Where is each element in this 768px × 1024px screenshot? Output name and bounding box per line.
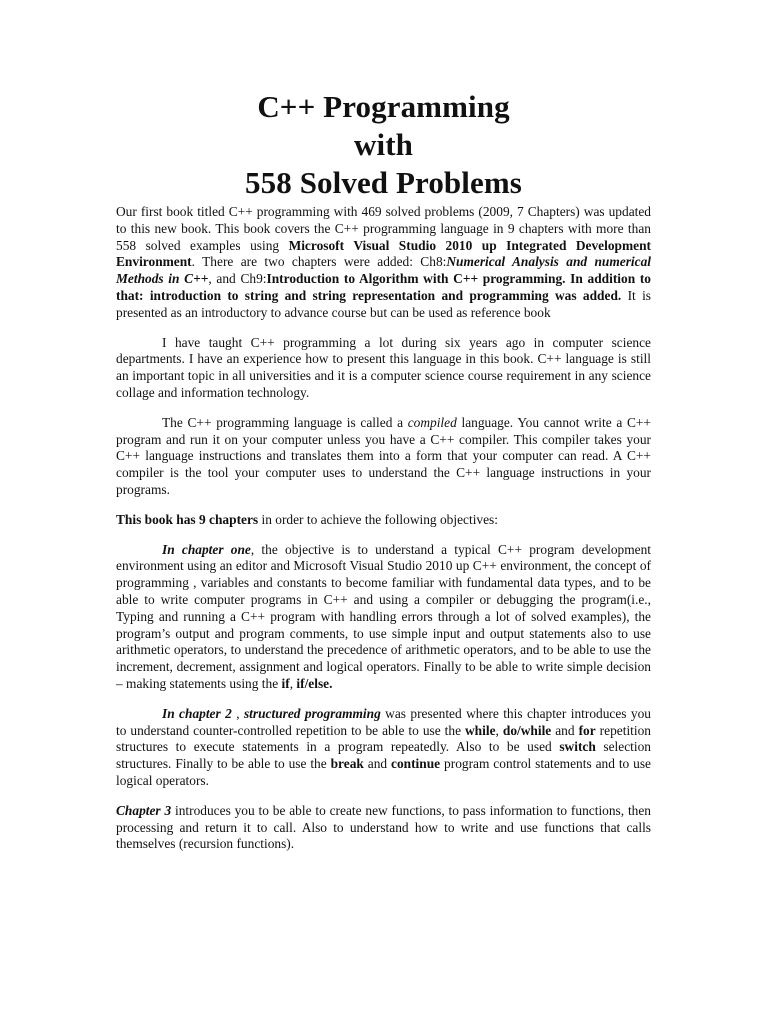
paragraph-taught: I have taught C++ programming a lot during six years ago in computer science departments. I have an experience how to present this language in this book. C++ language is still an important topic in all universities and it is a computer science course requirement in any science collage and information technology. xyxy=(116,334,651,400)
compiled-text-1: The C++ programming language is called a xyxy=(162,414,408,430)
intro-text-4: It is presented as an introductory to advance course but can be used as reference book xyxy=(116,287,651,320)
compiled-text-2: language. You cannot write a C++ program and run it on your computer unless you have a C++ compiler. This compiler takes your C++ language instructions and translates them into a form that your computer can read. A C++ compiler is the tool your computer uses to understand the C++ language instructions in your programs. xyxy=(116,414,651,497)
chapter-two-text-2: was presented where this chapter introduces you to understand counter-controlled repetition to be able to use the xyxy=(116,705,651,738)
chapter-two-structured: structured programming xyxy=(243,705,381,721)
chapter-two-text-7: and xyxy=(363,756,392,772)
document-title xyxy=(116,88,651,202)
title-line-3: 558 Solved Problems xyxy=(245,165,522,200)
chapter-two-text-6: selection structures. Finally to be able to use the xyxy=(116,739,652,772)
chapter-two-switch: switch xyxy=(559,739,596,755)
chapters-bold: This book has 9 chapters xyxy=(116,511,259,527)
chapter-two-for: for xyxy=(578,722,596,738)
intro-bold-ch9: Introduction to Algorithm with C++ programming. In addition to that: introduction to string and string representation and programming was added. xyxy=(116,271,652,303)
chapter-three-heading: Chapter 3 xyxy=(116,802,172,818)
intro-text-1: Our first book titled C++ programming with 469 solved problems (2009, 7 Chapters) was updated to this new book. This book covers the C++ programming language in 9 chapters with more than 558 solved examples using xyxy=(116,204,651,253)
compiled-italic: compiled xyxy=(407,414,457,430)
chapter-two-text-5: repetition structures to execute statements in a program repeatedly. Also to be used xyxy=(116,722,651,755)
chapters-text: in order to achieve the following objectives: xyxy=(258,511,498,527)
chapter-one-bold-if: if xyxy=(281,675,290,691)
intro-ch8-title: Numerical Analysis and numerical Methods in C++ xyxy=(116,254,651,287)
chapter-two-text-4: and xyxy=(551,722,579,738)
document-page xyxy=(116,88,651,853)
chapter-one-text-1: , the objective is to understand a typical C++ program development environment using an editor and Microsoft Visual Studio 2010 up C++ environment, the concept of programming , variables and constants to become familiar with fundamental data types, and to be able to write computer programs in C++ and using a compiler or debugging the program(i.e., Typing and running a C++ program with handling errors through a lot of solved examples), the program’s output and program comments, to use simple input and output statements also to use arithmetic operators, to understand the precedence of arithmetic operators, and to be able to use the increment, decrement, assignment and logical operators. Finally to be able to write simple decision – making statements using the xyxy=(116,541,651,691)
chapter-two-text-8: program control statements and to use logical operators. xyxy=(116,756,651,788)
intro-text-3: , and Ch9: xyxy=(208,271,267,287)
paragraph-chapter-one xyxy=(116,542,651,693)
chapter-one-heading: In chapter one xyxy=(162,541,251,557)
title-line-1: C++ Programming xyxy=(257,89,510,124)
chapter-two-heading: In chapter 2 xyxy=(162,705,232,721)
chapter-two-dowhile: do/while xyxy=(502,722,552,738)
intro-bold-ide: Microsoft Visual Studio 2010 up Integrated Development Environment xyxy=(116,237,651,270)
paragraph-chapter-two xyxy=(116,706,651,790)
chapter-two-break: break xyxy=(330,756,364,772)
chapter-two-text-3: , xyxy=(495,722,503,738)
paragraph-chapter-three xyxy=(116,803,651,853)
intro-paragraph xyxy=(116,204,651,322)
chapter-one-bold-ifelse: if/else. xyxy=(296,675,333,691)
chapter-two-text-1: , xyxy=(231,705,244,721)
paragraph-compiled xyxy=(116,415,651,499)
paragraph-chapters-intro xyxy=(116,512,651,529)
chapter-two-while: while xyxy=(465,722,496,738)
chapter-one-text-2: , xyxy=(289,675,297,691)
chapter-two-continue: continue xyxy=(391,756,441,772)
chapter-three-text: introduces you to be able to create new functions, to pass information to functions, then processing and return it to call. Also to understand how to write and use functions that calls themselves (recursion functions). xyxy=(116,802,651,852)
intro-text-2: . There are two chapters were added: Ch8: xyxy=(191,254,447,270)
title-line-2: with xyxy=(354,127,413,162)
